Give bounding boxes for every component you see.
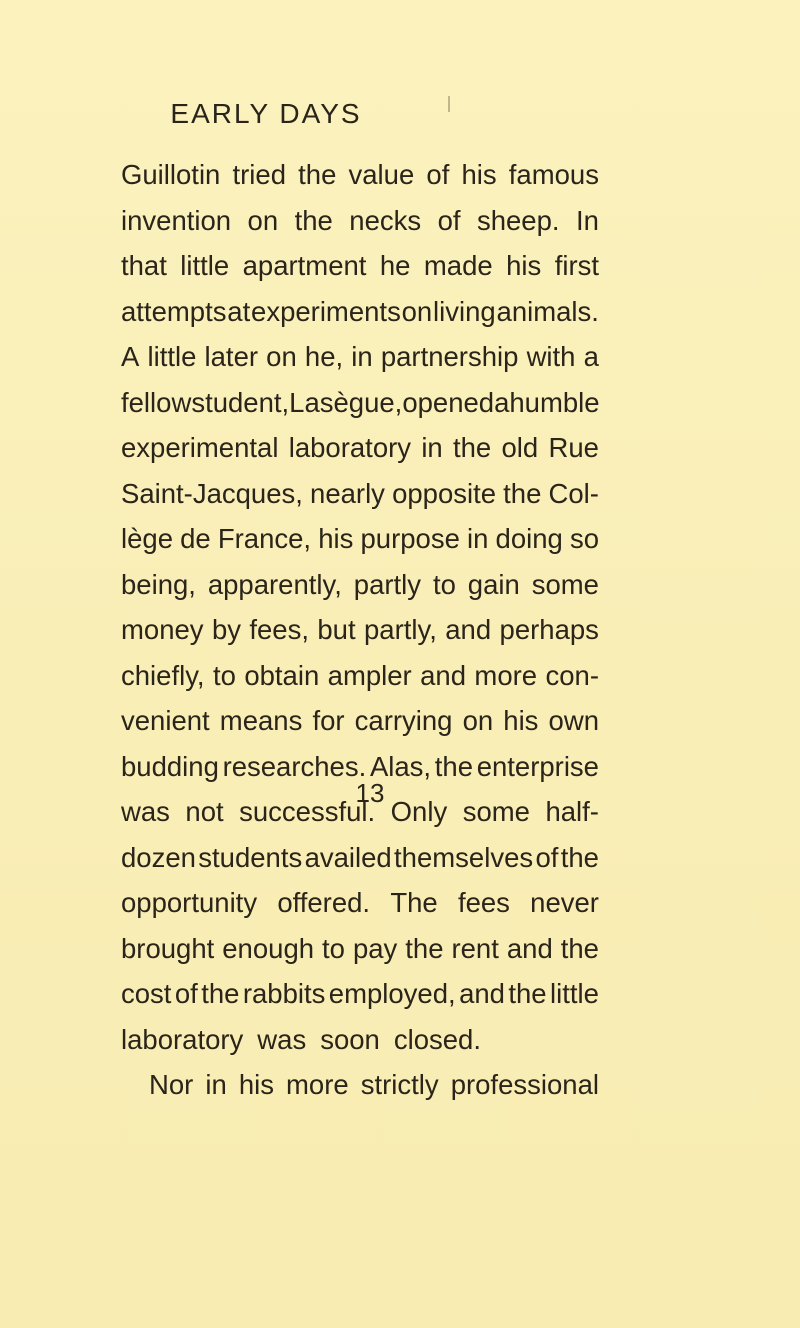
word: ampler [327, 659, 412, 691]
text-line [121, 243, 599, 289]
word: apparently, [207, 568, 342, 600]
word: a [583, 341, 599, 372]
word: for [312, 705, 345, 736]
word: to [322, 932, 345, 964]
word: little [180, 250, 230, 281]
word: was [257, 1023, 307, 1055]
word: the [294, 204, 333, 236]
word: a [494, 386, 510, 418]
word: apartment [242, 250, 367, 281]
word: and [459, 978, 505, 1009]
word: opened [402, 386, 495, 418]
word: humble [509, 386, 600, 418]
word: brought [121, 932, 215, 964]
word: Guillotin [121, 159, 221, 190]
word: A [121, 341, 140, 372]
word: availed [304, 841, 392, 873]
text-line [121, 1062, 599, 1108]
word: on [266, 341, 297, 372]
word: closed. [393, 1023, 481, 1055]
word: perhaps [499, 614, 599, 645]
word: successful. [239, 796, 376, 827]
word: laboratory [288, 432, 412, 463]
word: his [238, 1069, 274, 1100]
word: to [212, 659, 236, 691]
word: the [508, 978, 547, 1009]
word: of [174, 978, 198, 1009]
word: half- [545, 796, 599, 827]
word: cost [121, 978, 172, 1009]
text-line [121, 1017, 599, 1063]
text-line [121, 289, 599, 335]
word: at [227, 295, 251, 327]
word: the [503, 477, 542, 509]
word: opposite [392, 477, 497, 509]
text-line [121, 562, 599, 608]
word: the [434, 750, 473, 782]
word: partly [353, 568, 422, 600]
word: his [461, 159, 497, 190]
word: some [462, 796, 530, 827]
word: necks [349, 204, 422, 236]
word: Col- [548, 477, 599, 509]
word: experiments [251, 295, 401, 327]
word: fellow [121, 386, 192, 418]
word: fees, [249, 614, 309, 645]
word: his [506, 250, 542, 281]
word: strictly [360, 1069, 439, 1100]
text-line [121, 471, 599, 517]
text-line [121, 880, 599, 926]
word: enough [222, 932, 315, 964]
word: he, [304, 341, 344, 372]
word: living [433, 295, 496, 327]
word: professional [450, 1069, 599, 1100]
word: never [530, 887, 599, 918]
text-line [121, 380, 599, 426]
word: in [351, 341, 373, 372]
word: Lasègue, [289, 386, 403, 418]
word: gain [467, 568, 520, 600]
word: old [501, 432, 539, 463]
word: Rue [548, 432, 599, 463]
word: his [503, 705, 539, 736]
text-line [121, 516, 599, 562]
word: made [423, 250, 493, 281]
word: that [121, 250, 167, 281]
word: doing [495, 523, 563, 554]
word: first [554, 250, 599, 281]
word: venient [121, 705, 210, 736]
word: pay [352, 932, 398, 964]
word: and [420, 659, 467, 691]
word: being, [121, 568, 196, 600]
word: fees [457, 887, 510, 918]
word: little [550, 978, 599, 1009]
word: student, [191, 386, 290, 418]
word: little [147, 341, 197, 372]
word: money [121, 614, 204, 645]
word: the [201, 978, 240, 1009]
word: experimental [121, 432, 279, 463]
word: the [453, 432, 492, 463]
word: budding [121, 750, 219, 782]
text-line [121, 653, 599, 699]
text-line [121, 198, 599, 244]
word: was [121, 796, 170, 827]
word: lège [121, 523, 173, 554]
word: later [204, 341, 259, 372]
word: of [535, 841, 559, 873]
word: de [180, 523, 211, 554]
word: opportunity [121, 887, 258, 918]
word: more [474, 659, 538, 691]
word: famous [508, 159, 599, 190]
text-line [121, 698, 599, 744]
word: Only [390, 796, 448, 827]
word: rent [451, 932, 499, 964]
running-head: EARLY DAYS [170, 98, 362, 129]
word: and [506, 932, 553, 964]
word: in [205, 1069, 227, 1100]
word: partnership [380, 341, 519, 372]
text-line [121, 835, 599, 881]
word: on [462, 705, 494, 736]
text-line [121, 152, 599, 198]
word: offered. [277, 887, 371, 918]
word: own [548, 705, 599, 736]
word: rabbits [242, 978, 326, 1009]
word: his [318, 523, 354, 554]
word: sheep. [476, 204, 560, 236]
word: employed, [328, 978, 456, 1009]
word: invention [121, 204, 232, 236]
word: more [286, 1069, 349, 1100]
word: dozen [121, 841, 196, 873]
word: so [569, 523, 599, 554]
word: by [211, 614, 241, 645]
page-number: 13 [355, 778, 385, 808]
word: France, [217, 523, 312, 554]
word: and [445, 614, 492, 645]
word: he [379, 250, 411, 281]
text-line [121, 425, 599, 471]
word: partly, [364, 614, 437, 645]
word: some [531, 568, 599, 600]
body-text [121, 152, 599, 1108]
word: of [426, 159, 450, 190]
word: means [219, 705, 303, 736]
word: in [421, 432, 443, 463]
text-line [121, 334, 599, 380]
word: Alas, [369, 750, 432, 782]
word: the [560, 932, 599, 964]
word: students [198, 841, 303, 873]
word: animals. [496, 295, 599, 327]
word: The [390, 887, 438, 918]
text-line [121, 971, 599, 1017]
word: the [560, 841, 599, 873]
word: with [526, 341, 576, 372]
word: purpose [360, 523, 460, 554]
word: on [401, 295, 433, 327]
word: in [467, 523, 489, 554]
word: to [432, 568, 456, 600]
word: obtain [244, 659, 320, 691]
word: tried [232, 159, 286, 190]
word: of [437, 204, 461, 236]
word: researches. [222, 750, 367, 782]
word: carrying [354, 705, 453, 736]
word: enterprise [476, 750, 599, 782]
word: nearly [310, 477, 385, 509]
word: the [405, 932, 444, 964]
word: but [317, 614, 356, 645]
word: attempts [121, 295, 227, 327]
word: on [247, 204, 279, 236]
word: laboratory [121, 1023, 244, 1055]
word: Nor [149, 1069, 194, 1100]
text-line [121, 926, 599, 972]
word: soon [320, 1023, 380, 1055]
word: con- [545, 659, 599, 691]
word: In [576, 204, 599, 236]
word: value [348, 159, 415, 190]
word: chiefly, [121, 659, 205, 691]
word: themselves [394, 841, 534, 873]
word: Saint-Jacques, [121, 477, 303, 509]
word: not [185, 796, 224, 827]
text-line [121, 607, 599, 653]
word: the [298, 159, 337, 190]
ink-mark [448, 96, 450, 112]
